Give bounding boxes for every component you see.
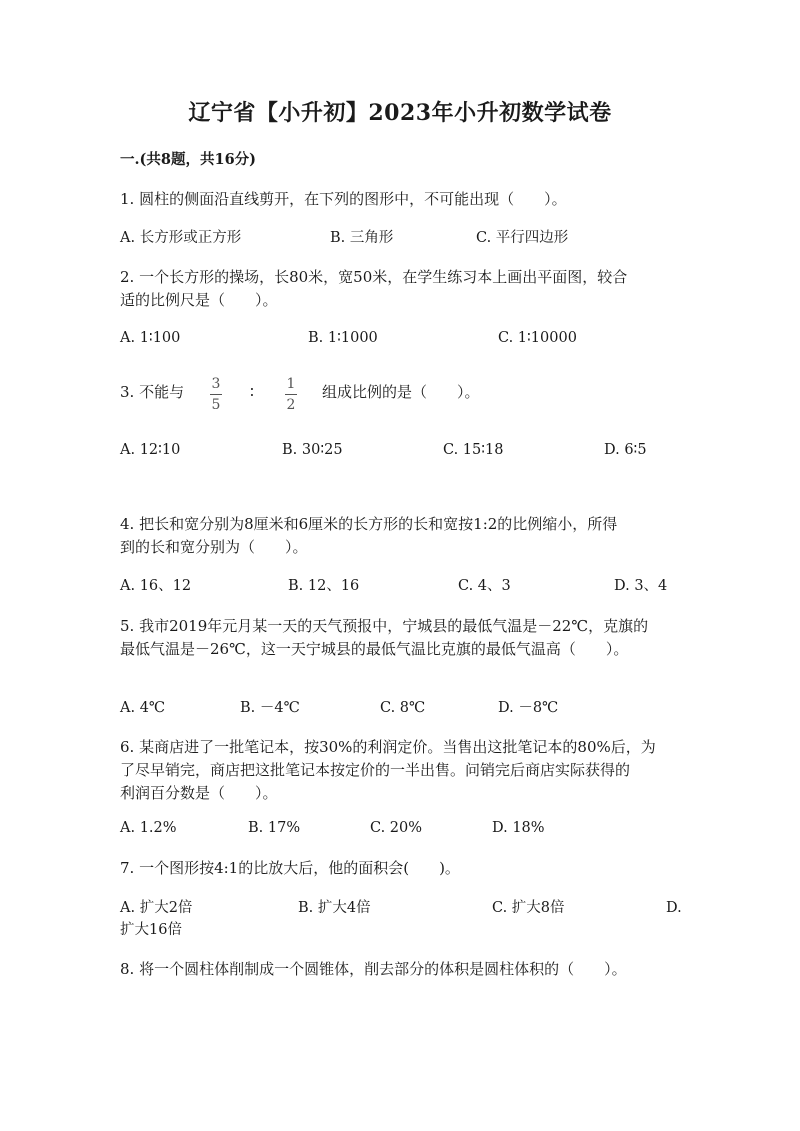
question-4-option-a: A. 16、12 — [120, 578, 192, 594]
exam-title: 辽宁省【小升初】2023年小升初数学试卷 — [188, 100, 612, 126]
question-1-option-c: C. 平行四边形 — [476, 230, 569, 246]
question-6-option-b: B. 17% — [248, 820, 301, 836]
question-5-line-1: 5. 我市2019年元月某一天的天气预报中，宁城县的最低气温是－22℃，克旗的 — [120, 617, 649, 635]
question-3-suffix: 组成比例的是（ ）。 — [322, 383, 480, 401]
question-5-option-d: D. －8℃ — [498, 700, 559, 716]
question-6-line-1: 6. 某商店进了一批笔记本，按30%的利润定价。当售出这批笔记本的80%后，为 — [120, 738, 656, 756]
fraction-bar — [285, 394, 297, 395]
question-7-option-a: A. 扩大2倍 — [120, 900, 193, 916]
question-7-option-d: D. — [666, 900, 682, 916]
question-7-option-d-wrap: 扩大16倍 — [120, 922, 182, 938]
question-5-line-2: 最低气温是－26℃，这一天宁城县的最低气温比克旗的最低气温高（ ）。 — [120, 640, 629, 658]
question-1-option-b: B. 三角形 — [330, 230, 394, 246]
question-4-option-b: B. 12、16 — [288, 578, 360, 594]
question-2-line-1: 2. 一个长方形的操场，长80米，宽50米，在学生练习本上画出平面图，较合 — [120, 268, 628, 286]
question-5-option-b: B. －4℃ — [240, 700, 300, 716]
fraction-numerator: 3 — [211, 376, 221, 392]
question-6-option-d: D. 18% — [492, 820, 545, 836]
question-5-option-a: A. 4℃ — [120, 700, 166, 716]
question-4-line-2: 到的长和宽分别为（ ）。 — [120, 538, 308, 556]
question-3-option-c: C. 15∶18 — [443, 442, 504, 458]
question-6-line-2: 了尽早销完，商店把这批笔记本按定价的一半出售。问销完后商店实际获得的 — [120, 761, 631, 779]
fraction-numerator: 1 — [286, 376, 296, 392]
fraction-denominator: 5 — [211, 397, 221, 413]
question-1-option-a: A. 长方形或正方形 — [120, 230, 242, 246]
question-5-option-c: C. 8℃ — [380, 700, 426, 716]
question-7-option-b: B. 扩大4倍 — [298, 900, 371, 916]
question-3-option-a: A. 12∶10 — [120, 442, 181, 458]
question-1-text: 1. 圆柱的侧面沿直线剪开，在下列的图形中，不可能出现（ ）。 — [120, 190, 567, 208]
question-8-text: 8. 将一个圆柱体削制成一个圆锥体，削去部分的体积是圆柱体积的（ ）。 — [120, 960, 627, 978]
question-3-prefix: 3. 不能与 — [120, 383, 185, 401]
question-3-option-d: D. 6∶5 — [604, 442, 647, 458]
fraction-three-fifths — [210, 376, 222, 413]
question-6-option-c: C. 20% — [370, 820, 423, 836]
question-2-line-2: 适的比例尺是（ ）。 — [120, 291, 278, 309]
question-2-option-a: A. 1∶100 — [120, 330, 181, 346]
question-7-text: 7. 一个图形按4:1的比放大后，他的面积会( )。 — [120, 859, 460, 877]
question-6-option-a: A. 1.2% — [120, 820, 177, 836]
question-6-line-3: 利润百分数是（ ）。 — [120, 784, 278, 802]
question-4-option-c: C. 4、3 — [458, 578, 511, 594]
question-4-option-d: D. 3、4 — [614, 578, 668, 594]
fraction-one-half — [285, 376, 297, 413]
fraction-bar — [210, 394, 222, 395]
question-2-option-c: C. 1∶10000 — [498, 330, 577, 346]
question-4-line-1: 4. 把长和宽分别为8厘米和6厘米的长方形的长和宽按1:2的比例缩小，所得 — [120, 515, 618, 533]
question-7-option-c: C. 扩大8倍 — [492, 900, 565, 916]
section-heading: 一.(共8题，共16分) — [120, 151, 257, 168]
fraction-denominator: 2 — [286, 397, 296, 413]
question-3-option-b: B. 30∶25 — [282, 442, 343, 458]
ratio-colon: ∶ — [250, 383, 254, 401]
question-2-option-b: B. 1∶1000 — [308, 330, 378, 346]
